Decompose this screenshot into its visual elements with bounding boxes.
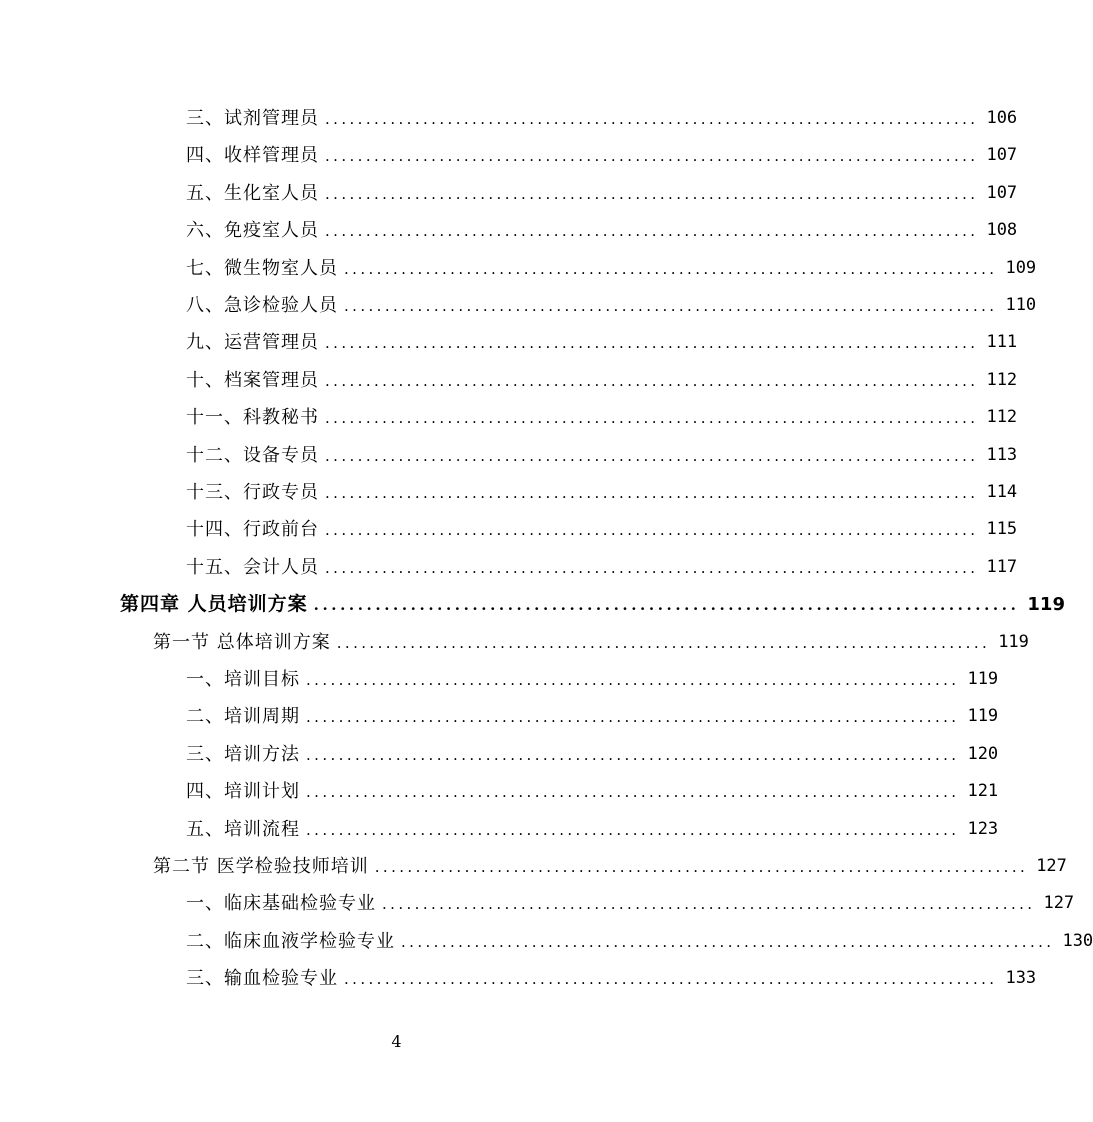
toc-entry[interactable] — [186, 474, 1018, 511]
toc-entry-page: 112 — [986, 369, 1018, 390]
dot-leader: ................................................................................ — [325, 409, 979, 428]
toc-entry-label: 第一节 总体培训方案 — [153, 631, 331, 653]
toc-entry-page: 127 — [1036, 856, 1067, 876]
dot-leader: ................................................................................ — [344, 297, 998, 315]
toc-entry[interactable] — [186, 437, 1018, 474]
dot-leader: ................................................................................ — [306, 820, 960, 839]
toc-entry-page: 119 — [967, 669, 999, 689]
toc-entry[interactable] — [186, 511, 1018, 548]
toc-entry-label: 八、急诊检验人员 — [186, 295, 338, 316]
dot-leader: ................................................................................ — [325, 484, 979, 502]
dot-leader: ................................................................................ — [325, 147, 979, 166]
toc-entry[interactable] — [186, 773, 999, 810]
toc-entry-label: 三、试剂管理员 — [186, 108, 319, 129]
dot-leader: ................................................................................ — [325, 521, 979, 540]
toc-entry-page: 119 — [998, 631, 1029, 652]
toc-entry[interactable] — [186, 885, 1075, 922]
toc-chapter-entry[interactable] — [120, 586, 1065, 623]
toc-entry-page: 119 — [1027, 594, 1065, 616]
toc-entry-page: 108 — [986, 220, 1018, 241]
dot-leader: ................................................................................ — [325, 446, 979, 465]
toc-entry[interactable] — [186, 362, 1018, 399]
toc-entry-page: 120 — [967, 743, 999, 764]
toc-entry-label: 二、临床血液学检验专业 — [186, 930, 395, 952]
toc-entry-label: 一、培训目标 — [186, 669, 300, 690]
toc-entry-label: 一、临床基础检验专业 — [186, 893, 376, 915]
dot-leader: ................................................................................ — [325, 222, 979, 241]
dot-leader: ................................................................................ — [313, 596, 1020, 615]
dot-leader: ................................................................................ — [344, 970, 998, 989]
toc-section-entry[interactable] — [153, 848, 1067, 885]
toc-entry-label: 三、输血检验专业 — [186, 968, 338, 990]
toc-entry-label: 九、运营管理员 — [186, 332, 319, 354]
toc-entry-page: 113 — [986, 444, 1018, 465]
dot-leader: ................................................................................ — [306, 671, 960, 689]
toc-entry-label: 第二节 医学检验技师培训 — [153, 856, 369, 877]
toc-section-entry[interactable] — [153, 624, 1029, 661]
toc-entry-page: 112 — [986, 407, 1018, 428]
toc-entry[interactable] — [186, 137, 1018, 174]
toc-entry-page: 121 — [967, 781, 999, 802]
toc-entry[interactable] — [186, 736, 999, 773]
toc-entry-label: 七、微生物室人员 — [186, 257, 338, 279]
dot-leader: ................................................................................ — [401, 932, 1055, 951]
toc-entry[interactable] — [186, 212, 1018, 249]
dot-leader: ................................................................................ — [325, 558, 979, 577]
toc-entry-label: 十三、行政专员 — [186, 482, 319, 503]
toc-entry[interactable] — [186, 960, 1037, 997]
toc-entry[interactable] — [186, 698, 999, 735]
toc-entry-page: 115 — [986, 519, 1018, 540]
toc-entry[interactable] — [186, 250, 1037, 287]
toc-entry-label: 四、培训计划 — [186, 781, 300, 803]
toc-entry-page: 119 — [967, 706, 999, 727]
toc-entry-page: 114 — [986, 482, 1018, 502]
toc-entry-label: 六、免疫室人员 — [186, 220, 319, 242]
dot-leader: ................................................................................ — [325, 184, 979, 203]
toc-entry[interactable] — [186, 923, 1093, 960]
toc-entry-page: 133 — [1005, 968, 1037, 989]
toc-entry-page: 130 — [1062, 930, 1093, 951]
toc-entry[interactable] — [186, 175, 1018, 212]
toc-entry-page: 127 — [1043, 893, 1075, 914]
toc-entry[interactable] — [186, 100, 1018, 137]
toc-entry[interactable] — [186, 811, 999, 848]
toc-entry-page: 109 — [1005, 257, 1037, 278]
toc-entry-label: 五、培训流程 — [186, 818, 300, 840]
dot-leader: ................................................................................ — [306, 708, 960, 727]
page-number: 4 — [391, 1032, 402, 1051]
toc-entry-page: 106 — [986, 108, 1018, 128]
dot-leader: ................................................................................ — [382, 895, 1036, 914]
dot-leader: ................................................................................ — [344, 259, 998, 278]
toc-entry-label: 二、培训周期 — [186, 706, 300, 728]
toc-entry-label: 十一、科教秘书 — [186, 407, 319, 429]
dot-leader: ................................................................................ — [306, 783, 960, 802]
toc-entry-label: 第四章 人员培训方案 — [120, 593, 308, 616]
dot-leader: ................................................................................ — [325, 334, 979, 353]
dot-leader: ................................................................................ — [325, 371, 979, 390]
toc-entry-label: 十四、行政前台 — [186, 519, 319, 541]
toc-entry[interactable] — [186, 549, 1018, 586]
toc-entry[interactable] — [186, 399, 1018, 436]
toc-entry-page: 117 — [986, 556, 1018, 577]
toc-entry-page: 107 — [986, 182, 1018, 203]
dot-leader: ................................................................................ — [374, 858, 1029, 876]
dot-leader: ................................................................................ — [325, 110, 979, 128]
toc-entry-label: 十五、会计人员 — [186, 556, 319, 578]
toc-entry[interactable] — [186, 661, 999, 698]
dot-leader: ................................................................................ — [336, 633, 991, 652]
toc-entry-label: 十、档案管理员 — [186, 369, 319, 391]
toc-entry-page: 111 — [986, 332, 1018, 353]
toc-entry-page: 110 — [1005, 295, 1037, 315]
toc-entry-page: 107 — [986, 145, 1018, 166]
toc-entry[interactable] — [186, 324, 1018, 361]
toc-entry-label: 四、收样管理员 — [186, 145, 319, 167]
toc-entry-label: 三、培训方法 — [186, 743, 300, 765]
dot-leader: ................................................................................ — [306, 745, 960, 764]
toc-entry[interactable] — [186, 287, 1037, 324]
toc-entry-page: 123 — [967, 818, 999, 839]
toc-entry-label: 五、生化室人员 — [186, 182, 319, 204]
toc-entry-label: 十二、设备专员 — [186, 444, 319, 466]
